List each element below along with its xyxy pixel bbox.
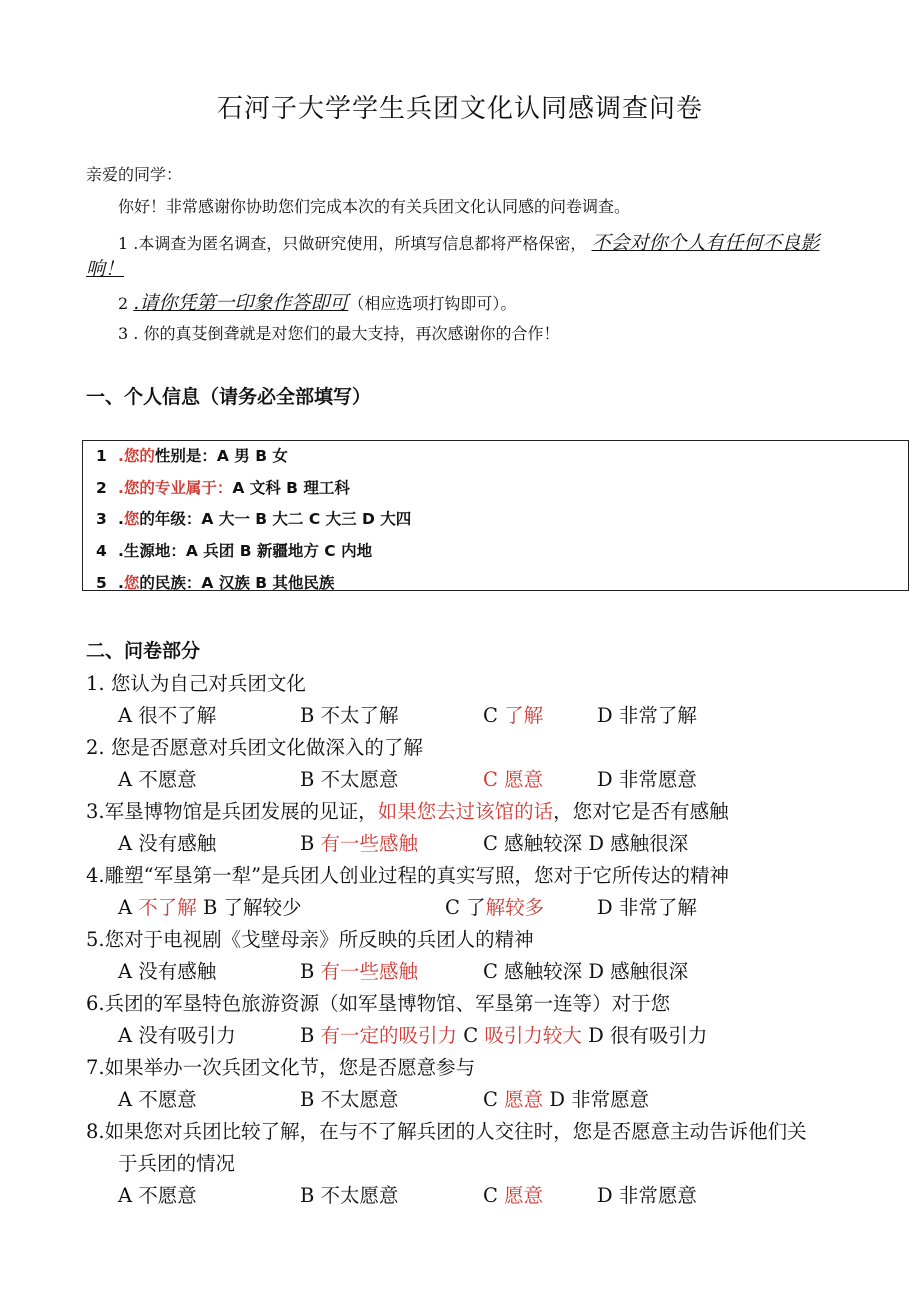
item-number: 3 xyxy=(96,510,107,528)
option-selected-text: 解较多 xyxy=(485,896,545,919)
intro-line: 你好！非常感谢你协助您们完成本次的有关兵团文化认同感的问卷调查。 xyxy=(118,197,631,216)
note-text: . 你的真芟倒聋就是对您们的最大支持，再次感谢你的合作！ xyxy=(133,324,560,343)
section-heading-questionnaire: 二、问卷部分 xyxy=(86,640,201,662)
note-number: 3 xyxy=(118,324,129,343)
intro-note-1-cont xyxy=(86,254,124,281)
option-d[interactable]: D 非常了解 xyxy=(597,896,697,919)
item-label: 的年级： xyxy=(139,510,202,528)
question-text: .您对于电视剧《戈壁母亲》所反映的兵团人的精神 xyxy=(98,928,534,951)
question-number: 1 xyxy=(86,672,99,695)
option-c-d[interactable]: C 感触较深 D 感触很深 xyxy=(483,960,689,983)
question-text: .雕塑“军垦第一犁”是兵团人创业过程的真实写照，您对于它所传达的精神 xyxy=(98,864,730,887)
option-a-b[interactable] xyxy=(118,892,302,920)
section-heading-personal-info: 一、个人信息（请务必全部填写） xyxy=(86,386,372,408)
option-selected-text: 愿意 xyxy=(504,1088,544,1111)
note-handwritten: 不会对你个人有任何不良影 xyxy=(591,232,820,254)
option-c-d[interactable] xyxy=(483,1084,649,1112)
question-3 xyxy=(86,796,729,824)
note-number: 2 xyxy=(118,294,129,313)
item-dot: . xyxy=(118,542,124,560)
option-d-text: D 非常愿意 xyxy=(543,1088,650,1111)
question-number: 8 xyxy=(86,1120,99,1143)
item-label: 生源地： xyxy=(123,542,186,560)
option-letter: C xyxy=(483,1184,505,1207)
option-selected-text: 不了解 xyxy=(138,896,197,919)
option-a[interactable]: A 没有感触 xyxy=(118,960,217,983)
option-a[interactable]: A 不愿意 xyxy=(118,1088,197,1111)
option-selected-text: 了解 xyxy=(504,704,544,727)
option-letter: A xyxy=(118,896,139,919)
option-a[interactable]: A 不愿意 xyxy=(118,1184,197,1207)
question-5 xyxy=(86,924,534,952)
question-4 xyxy=(86,860,729,888)
question-number: 6 xyxy=(86,992,99,1015)
info-item-origin[interactable] xyxy=(96,539,372,561)
info-item-major[interactable] xyxy=(96,476,350,498)
option-b[interactable]: B 不太愿意 xyxy=(300,1184,399,1207)
option-c[interactable] xyxy=(445,892,544,920)
option-letter: C xyxy=(483,704,505,727)
question-number: 4 xyxy=(86,864,99,887)
option-c[interactable]: C 愿意 xyxy=(483,768,544,791)
item-red-text: .您的专业属于： xyxy=(118,479,233,497)
item-red-text: 您 xyxy=(123,574,140,592)
question-text: . 您是否愿意对兵团文化做深入的了解 xyxy=(98,736,423,759)
question-8-cont: 于兵团的情况 xyxy=(118,1152,236,1175)
intro-note-2 xyxy=(118,288,516,315)
option-letter: C 了 xyxy=(445,896,486,919)
item-options: A 文科 B 理工科 xyxy=(232,479,350,497)
option-b[interactable]: B 不太愿意 xyxy=(300,768,399,791)
question-text-tail: ，您对它是否有感触 xyxy=(553,800,729,823)
option-a[interactable]: A 很不了解 xyxy=(118,704,217,727)
option-letter: B xyxy=(300,960,321,983)
note-text: （相应选项打钩即可）。 xyxy=(348,294,517,313)
option-c-d[interactable]: C 感触较深 D 感触很深 xyxy=(483,832,689,855)
question-6 xyxy=(86,988,670,1016)
item-options: A 兵团 B 新疆地方 C 内地 xyxy=(185,542,373,560)
option-d-text: D 很有吸引力 xyxy=(581,1024,708,1047)
item-number: 4 xyxy=(96,542,107,560)
item-red-text: .您的 xyxy=(118,447,155,465)
option-b-text: B 了解较少 xyxy=(196,896,302,919)
intro-note-1 xyxy=(118,228,819,255)
page-title: 石河子大学学生兵团文化认同感调查问卷 xyxy=(216,94,703,124)
question-text: .如果举办一次兵团文化节，您是否愿意参与 xyxy=(98,1056,476,1079)
item-number: 5 xyxy=(96,574,107,592)
note-number: 1 xyxy=(118,234,129,253)
item-options: A 汉族 B 其他民族 xyxy=(201,574,335,592)
question-number: 2 xyxy=(86,736,99,759)
item-red-text: 您 xyxy=(123,510,140,528)
question-text: .军垦博物馆是兵团发展的见证， xyxy=(98,800,378,823)
item-number: 1 xyxy=(96,447,107,465)
option-b[interactable]: B 不太愿意 xyxy=(300,1088,399,1111)
option-a[interactable]: A 没有吸引力 xyxy=(118,1024,236,1047)
option-b[interactable] xyxy=(300,956,418,984)
option-letter: C xyxy=(457,1024,485,1047)
option-letter: B xyxy=(300,1024,321,1047)
note-handwritten: .请你凭第一印象作答即可 xyxy=(133,292,349,314)
info-item-ethnicity[interactable] xyxy=(96,571,334,593)
info-item-gender[interactable] xyxy=(96,444,288,466)
option-selected-text: 愿意 xyxy=(504,1184,544,1207)
option-d[interactable]: D 非常愿意 xyxy=(597,1184,697,1207)
question-2 xyxy=(86,732,423,760)
option-c[interactable] xyxy=(483,700,543,728)
question-8 xyxy=(86,1116,807,1144)
question-text: .兵团的军垦特色旅游资源（如军垦博物馆、军垦第一连等）对于您 xyxy=(98,992,671,1015)
option-letter: C xyxy=(483,1088,505,1111)
greeting: 亲爱的同学： xyxy=(86,165,183,184)
option-b[interactable]: B 不太了解 xyxy=(300,704,399,727)
option-c[interactable] xyxy=(483,1180,543,1208)
question-text: . 您认为自己对兵团文化 xyxy=(98,672,306,695)
question-text: .如果您对兵团比较了解，在与不了解兵团的人交往时，您是否愿意主动告诉他们关 xyxy=(98,1120,807,1143)
item-dot: . xyxy=(118,574,124,592)
question-1 xyxy=(86,668,306,696)
question-number: 5 xyxy=(86,928,99,951)
question-number: 7 xyxy=(86,1056,99,1079)
option-b[interactable] xyxy=(300,828,418,856)
item-dot: . xyxy=(118,510,124,528)
note-handwritten-cont: 响！ xyxy=(86,258,125,280)
info-item-grade[interactable] xyxy=(96,507,411,529)
item-label: 的民族： xyxy=(139,574,202,592)
option-selected-text: 有一些感触 xyxy=(320,960,419,983)
option-letter: B xyxy=(300,832,321,855)
option-selected-text: 有一定的吸引力 xyxy=(320,1024,458,1047)
item-label: 性别是： xyxy=(154,447,217,465)
question-number: 3 xyxy=(86,800,99,823)
item-options: A 男 B 女 xyxy=(216,447,288,465)
option-b-c-d[interactable] xyxy=(300,1020,707,1048)
option-a[interactable]: A 没有感触 xyxy=(118,832,217,855)
question-7 xyxy=(86,1052,475,1080)
item-number: 2 xyxy=(96,479,107,497)
option-d[interactable]: D 非常愿意 xyxy=(597,768,697,791)
option-selected-text: 有一些感触 xyxy=(320,832,419,855)
option-selected-text: 吸引力较大 xyxy=(484,1024,582,1047)
item-options: A 大一 B 大二 C 大三 D 大四 xyxy=(201,510,412,528)
option-a[interactable]: A 不愿意 xyxy=(118,768,197,791)
note-text: .本调查为匿名调查，只做研究使用，所填写信息都将严格保密， xyxy=(133,234,587,253)
question-red-text: 如果您去过该馆的话 xyxy=(377,800,554,823)
intro-note-3 xyxy=(118,321,559,344)
option-d[interactable]: D 非常了解 xyxy=(597,704,697,727)
